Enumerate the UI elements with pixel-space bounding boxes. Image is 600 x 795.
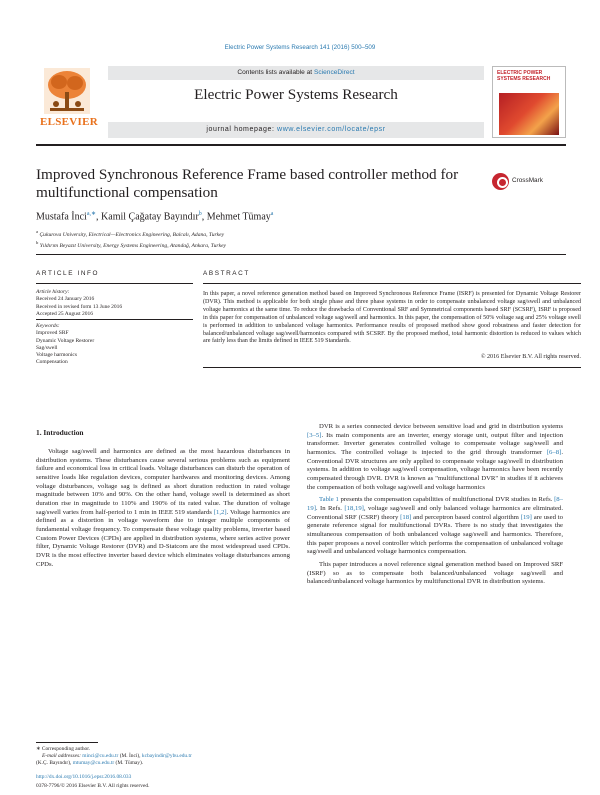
author-affiliation-mark[interactable]: b: [198, 211, 202, 217]
keyword-item: Compensation: [36, 359, 68, 366]
author-name[interactable]: Kamil Çağatay Bayındır: [101, 211, 199, 223]
abstract-bottom-divider: [203, 367, 581, 368]
affiliations: [36, 228, 226, 250]
keywords: [36, 323, 94, 367]
history-divider: [36, 319, 193, 320]
masthead-divider: [36, 144, 566, 146]
keyword-item: Improved SRF: [36, 330, 69, 337]
abstract-text: In this paper, a novel reference generation method based on Improved Synchronous Reference Frame (ISRF) is presented for Dynamic Voltage Restorer (DVR). This method is applicable for both single phase and three phase systems in order to compensate unbalanced voltage sag/swell and unbalanced voltage harmonics at the same time. To reduce the drawbacks of Conventional SRF and Symmetrical components based SRF (SCSRF), ISRF is proposed in this paper for compensation of unbalanced voltage sag/swell and harmonics. In this paper, the compensation of 50% voltage sag and 25% voltage swell is performed in addition to unbalanced voltage harmonics. Performance results of proposed method show good robustness and faster detection for balanced/unbalanced voltage sag/swell/harmonics compared with SCSRF. By the proposed method, total harmonic distortion is reduced to values which are fairly less than the limits defined in IEEE 519 Standards.: [203, 291, 581, 345]
history-item: Received in revised form 13 June 2016: [36, 303, 123, 310]
journal-cover[interactable]: [492, 66, 566, 138]
homepage-prefix: journal homepage:: [206, 126, 278, 133]
article-info-label: ARTICLE INFO: [36, 270, 100, 277]
doi-link[interactable]: http://dx.doi.org/10.1016/j.epsr.2016.08.033: [36, 774, 132, 780]
affiliation-item: [36, 228, 226, 239]
crossmark-label: CrossMark: [512, 177, 543, 184]
footnotes: [36, 746, 192, 767]
homepage-link[interactable]: www.elsevier.com/locate/epsr: [277, 126, 386, 133]
abstract-label: ABSTRACT: [203, 270, 250, 277]
body-text: . Conventional DVR structures are only applied to compensate voltage sag/swell in distribution systems. In addition to voltage sag/swell compensation, voltage harmonics have been recently compensated through DVR. DVR is known as "multifunctional DVR" in studies if it achieves the compensation of both voltage sag/swell and voltage harmonics: [307, 449, 563, 491]
author-list: Mustafa İnci$^{a,∗}$, Kamil Çağatay Bayındır$^b$, Mehmet Tümay$^a$: [36, 211, 274, 223]
body-text: Voltage sag/swell and harmonics are defined as the most hazardous disturbances in distribution systems. These disturbances cause several serious problems such as equipment failure and economical loss in critical loads. Voltage disturbances can disturb the operation of sensitive loads like regulation devices, computer hardwares and monitoring devices. Among voltage disturbances, voltage sag is defined as short duration reduction in rated voltage magnitude between 10% and 90%. On the other hand, voltage swell is determined as short duration rise in magnitude to 110% and 190% of its rated value. The duration of voltage sag/swell varies from half-period to 1 min in IEEE 519 standards: [36, 448, 290, 516]
body-text: , voltage sag/swell and only balanced voltage harmonics are eliminated. Conventional SRF (CSRF) theory: [307, 505, 563, 521]
cover-title: [497, 71, 550, 82]
homepage-band: [108, 122, 484, 138]
body-text: . Voltage harmonics are defined as a distortion in voltage waveform due to integer multiple components of fundamental voltage frequency. To compensate these voltage quality problems, inverter based Custom Power Devices (CPDs) are applied in distribution systems, where series active power filter, Dynamic Voltage Restorer (DVR) and D-Statcom are the most widespread used CPDs. DVR is the most effective inverter based device which eliminates voltage disturbances among CPDs.: [36, 508, 290, 568]
affiliation-mark: b: [36, 239, 39, 245]
article-info-divider: [36, 283, 193, 284]
email-link[interactable]: mtumay@cu.edu.tr: [72, 760, 115, 766]
author-affiliation-mark[interactable]: a,∗: [86, 211, 97, 217]
elsevier-tree-icon: [44, 68, 90, 114]
body-text: and perceptron based control algorithm: [411, 513, 521, 521]
cover-title-line1: ELECTRIC POWER: [497, 70, 543, 76]
issn-copyright: 0378-7796/© 2016 Elsevier B.V. All rights reserved.: [36, 783, 150, 789]
body-column-right: [307, 423, 563, 587]
article-history: [36, 289, 122, 318]
contents-prefix: Contents lists available at: [237, 69, 314, 76]
keyword-item: Voltage harmonics: [36, 352, 77, 359]
email-owner: (M. İnci),: [118, 753, 142, 759]
history-heading: Article history:: [36, 289, 70, 295]
body-text: . Its main components are an inverter, energy storage unit, output filter and injection transformer. Inverter generates controlled voltage to compensate voltage sag/swell and harmonics. The controlled voltage is injected to the grid through transformer: [307, 431, 563, 457]
author-name[interactable]: Mehmet Tümay: [206, 211, 271, 223]
citation-link[interactable]: [6–8]: [546, 449, 562, 457]
elsevier-logo: [36, 66, 98, 132]
affiliation-mark: a: [36, 229, 39, 234]
abstract-divider: [203, 283, 581, 284]
body-text: . In Refs.: [315, 505, 345, 513]
citation-link[interactable]: [19]: [520, 513, 532, 521]
citation-link[interactable]: [18]: [400, 513, 412, 521]
table-link[interactable]: Table 1: [319, 496, 339, 504]
citation-link[interactable]: [18,19]: [344, 505, 364, 513]
email-owner: (K.Ç. Bayındır),: [36, 760, 73, 766]
body-text: are used to generate reference signal for multifunctional DVRs. There is no study that investigates the simultaneous compensation of both unbalanced voltage sag/swell and harmonics. Therefore, this paper proposes a novel controller which performs the compensation of unbalanced voltage sag/swell and unbalanced voltage harmonics compensation.: [307, 513, 563, 556]
email-addresses-cont: [36, 760, 192, 767]
abstract-copyright: © 2016 Elsevier B.V. All rights reserved.: [480, 354, 581, 360]
body-paragraph: [307, 496, 563, 557]
contents-band: [108, 66, 484, 80]
cover-title-line2: SYSTEMS RESEARCH: [497, 75, 551, 82]
history-item: Received 24 January 2016: [36, 296, 95, 303]
email-addresses: [36, 753, 192, 760]
email-link[interactable]: minci@cu.edu.tr: [82, 753, 119, 759]
affiliation-item: [36, 239, 226, 250]
publisher-name: ELSEVIER: [39, 116, 99, 128]
crossmark-badge[interactable]: [492, 171, 564, 193]
crossmark-icon: [492, 173, 509, 190]
article-title: Improved Synchronous Reference Frame based controller method for multifunctional compensation: [36, 166, 459, 201]
cover-image: [499, 93, 559, 135]
email-owner: (M. Tümay).: [114, 760, 144, 766]
keyword-item: Sag/swell: [36, 344, 58, 351]
citation-link[interactable]: [1,2]: [213, 508, 227, 516]
body-paragraph: This paper introduces a novel reference signal generation method based on Improved SRF (ISRF) so as to compensate both balanced/unbalanced voltage sag/swell and balanced/unbalanced voltage harmonics by multifunctional DVR in distribution systems.: [307, 561, 563, 586]
author-name[interactable]: Mustafa İnci: [36, 211, 87, 223]
citation-link[interactable]: [3–5]: [307, 431, 322, 439]
masthead-center: [108, 66, 484, 140]
footnote-divider: [36, 742, 98, 743]
affiliations-divider: [36, 254, 566, 255]
affiliation-text: Çukurova University, Electrical—Electronics Engineering, Balcalı, Adana, Turkey: [39, 231, 225, 238]
body-paragraph: [307, 423, 563, 492]
body-column-left: [36, 448, 290, 569]
keyword-item: Dynamic Voltage Restorer: [36, 337, 95, 344]
email-label: E-mail addresses:: [42, 753, 81, 759]
body-paragraph: [36, 448, 290, 569]
corresponding-author-note: ∗ Corresponding author.: [36, 746, 91, 752]
citation-link[interactable]: [8–19]: [307, 496, 563, 513]
sciencedirect-link[interactable]: ScienceDirect: [313, 69, 355, 76]
body-text: DVR is a series connected device between sensitive load and grid in distribution systems: [319, 423, 563, 430]
keywords-heading: Keywords:: [36, 323, 60, 329]
journal-title: Electric Power Systems Research: [194, 86, 398, 103]
affiliation-text: Yıldırım Beyazıt University, Energy Systems Engineering, Atandağ, Ankara, Turkey: [39, 242, 227, 249]
history-item: Accepted 25 August 2016: [36, 310, 93, 317]
body-text: presents the compensation capabilities of multifunctional DVR studies in Refs.: [338, 496, 555, 504]
journal-masthead: [36, 66, 566, 140]
email-link[interactable]: kcbayindir@ybu.edu.tr: [141, 753, 192, 759]
introduction-heading: 1. Introduction: [36, 428, 84, 437]
author-affiliation-mark[interactable]: a: [270, 211, 274, 217]
journal-reference[interactable]: Electric Power Systems Research 141 (2016) 500–509: [224, 44, 376, 51]
